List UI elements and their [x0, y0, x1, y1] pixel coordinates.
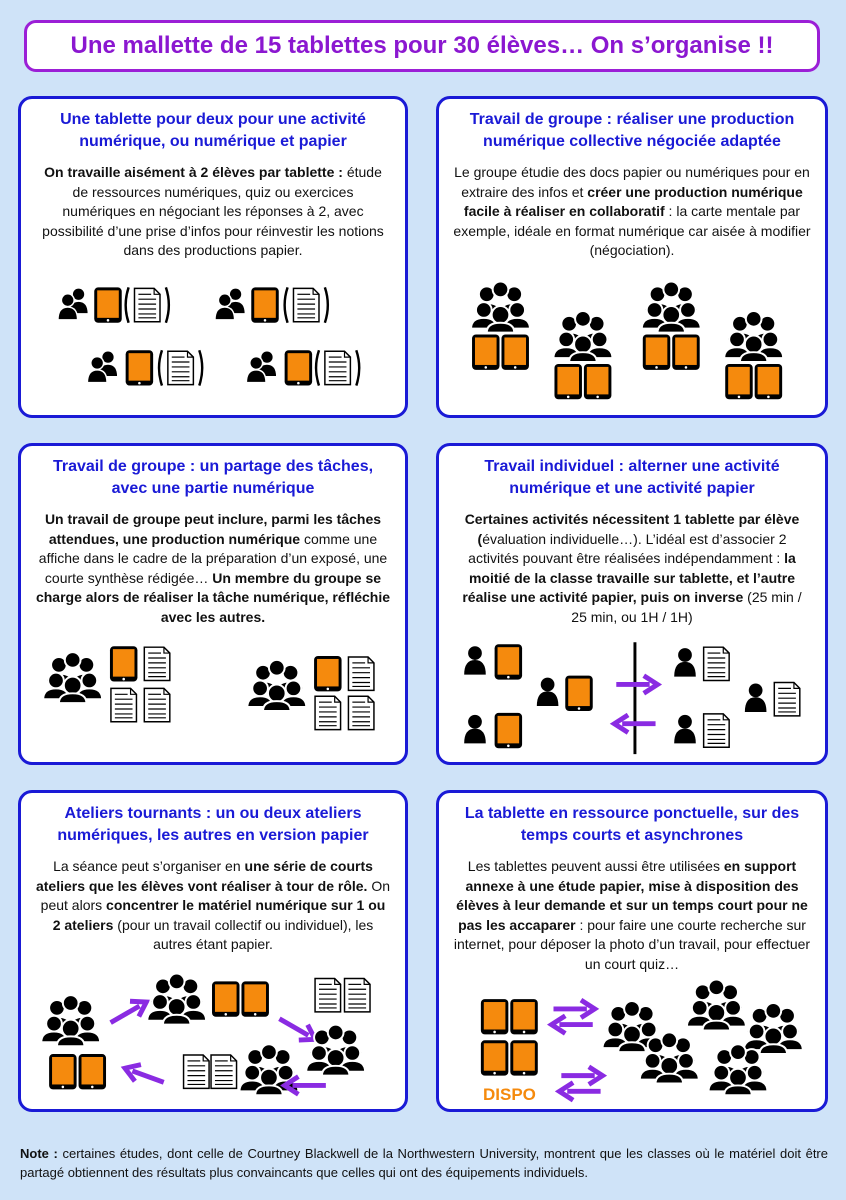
text-segment: Un travail de groupe peut inclure, parmi les tâches attendues, une production numérique [44, 511, 382, 547]
text-segment: la moitié de la classe travaille sur tablette, et l’autre réalise une activité papier, puis on inverse [462, 550, 796, 605]
arrow-icon [122, 1060, 167, 1091]
doc-icon [704, 714, 730, 747]
tablet-icon [110, 646, 137, 681]
text-segment: évaluation individuelle…). L’idéal est d’associer 2 activités pouvant être réalisées indépendamment : [468, 530, 787, 566]
text-segment: Un membre du groupe se charge alors de réaliser la tâche numérique, réfléchie avec les autres. [35, 569, 391, 625]
text-segment: (25 min / 25 min, ou 1H / 1H) [571, 589, 802, 625]
card-occasional-resource [436, 790, 828, 1112]
group-icon [603, 1001, 662, 1052]
arrow-left-icon [559, 1083, 600, 1101]
text-segment: étude de ressources numériques, quiz ou exercices numériques en négociant les réponses à 2, avec possibilité d’une prise d’infos pour réinvestir les notions dans des productions papier. [42, 164, 384, 258]
paper-doc-icon [285, 287, 328, 322]
student-icon [537, 678, 559, 706]
group-icon [553, 311, 612, 362]
text-segment: Les tablettes peuvent aussi être utilisées [467, 858, 724, 874]
student-icon [674, 715, 696, 743]
text-segment: comme une affiche dans le cadre de la préparation d’un exposé, une courte synthèse rédigée… [38, 530, 388, 586]
group-icon [306, 1025, 365, 1076]
group-icon [41, 995, 100, 1046]
text-segment: en support annexe à une étude papier, mise à disposition des élèves à leur demande et sur un temps court pour ne pas les accaparer [456, 858, 808, 933]
tablet-icon [565, 676, 592, 711]
group-icon [43, 652, 102, 703]
group-icon [147, 974, 206, 1025]
group-icon [724, 311, 783, 362]
doc-icon [144, 688, 170, 721]
arrow-icon [285, 1077, 326, 1095]
doc-icon [315, 696, 341, 729]
text-segment: Certaines activités nécessitent 1 tablette par élève ( [464, 511, 800, 547]
student-icon [745, 683, 767, 711]
pair-icon [58, 288, 88, 320]
text-segment: (pour un travail collectif ou individuel), les autres étant papier. [113, 916, 374, 952]
arrow-right-icon [616, 676, 657, 694]
card-text [453, 163, 811, 261]
card-group-production [436, 96, 828, 418]
paper-doc-icon [159, 350, 202, 385]
card-rotating-workshops [18, 790, 408, 1112]
group-icon [640, 1032, 699, 1083]
text-segment: concentrer le matériel numérique sur 1 ou 2 ateliers [52, 897, 386, 933]
text-segment: La séance peut s’organiser en [53, 858, 245, 874]
paper-doc-icon [126, 287, 169, 322]
doc-icon [774, 683, 800, 716]
student-icon [464, 646, 486, 674]
doc-icon [704, 647, 730, 680]
card-title: Travail individuel : alterner une activité numérique et une activité papier [484, 458, 780, 497]
student-icon [674, 648, 696, 676]
tablet-icon [495, 644, 522, 679]
text-segment: On peut alors [40, 877, 391, 913]
group-icon [642, 282, 701, 333]
student-icon [464, 715, 486, 743]
doc-icon [348, 657, 374, 690]
tablet-icon [495, 713, 522, 748]
pair-icon [87, 351, 117, 383]
dispo-label: DISPO [483, 1085, 536, 1104]
note-label: Note : [20, 1146, 58, 1161]
doc-icon [144, 647, 170, 680]
tablet-icon [251, 287, 278, 322]
pair-icon [246, 351, 276, 383]
arrow-icon [106, 994, 151, 1030]
footer-note [20, 1144, 828, 1182]
card-title: Ateliers tournants : un ou deux ateliers numériques, les autres en version papier [57, 805, 369, 844]
arrow-right-icon [561, 1067, 602, 1085]
title-banner [24, 20, 820, 72]
card-tablet-for-two [18, 96, 408, 418]
card-title: Travail de groupe : un partage des tâches, avec une partie numérique [52, 458, 374, 497]
text-segment: Le groupe étudie des docs papier ou numériques pour en extraire des infos et [454, 164, 810, 200]
arrow-left-icon [614, 715, 655, 733]
arrow-right-icon [553, 1000, 594, 1018]
group-icon [471, 282, 530, 333]
doc-icon [348, 696, 374, 729]
text-segment: : la carte mentale par exemple, idéale en format numérique car aisée à modifier (négociation). [453, 203, 811, 258]
doc-icon [111, 688, 137, 721]
card-text [453, 857, 811, 974]
group-icon [744, 1003, 803, 1054]
paper-doc-icon [316, 350, 359, 385]
text-segment: On travaille aisément à 2 élèves par tablette : [44, 164, 343, 180]
card-text [35, 163, 391, 261]
note-text: certaines études, dont celle de Courtney Blackwell de la Northwestern University, montrent que les classes où le matériel doit être partagé obtiennent des résultats plus convaincants que celles qui ont des équipements individuels. [20, 1146, 828, 1180]
arrow-left-icon [552, 1016, 593, 1034]
card-title: Travail de groupe : réaliser une production numérique collective négociée adaptée [469, 111, 795, 150]
group-icon [247, 660, 306, 711]
tablet-icon [94, 287, 121, 322]
tablet-icon [285, 350, 312, 385]
group-icon [687, 979, 746, 1030]
card-individual-work [436, 443, 828, 765]
card-text [453, 510, 811, 627]
card-title: Une tablette pour deux pour une activité numérique, ou numérique et papier [60, 111, 366, 150]
page-title: Une mallette de 15 tablettes pour 30 élèves… On s’organise !! [70, 32, 774, 59]
card-task-sharing [18, 443, 408, 765]
text-segment: : pour faire une courte recherche sur internet, pour déposer la photo d’un travail, pour effectuer un court quiz… [453, 916, 811, 972]
pair-icon [215, 288, 245, 320]
tablet-icon [314, 656, 341, 691]
tablet-icon [126, 350, 153, 385]
text-segment: une série de courts ateliers que les élèves vont réaliser à tour de rôle. [35, 858, 373, 894]
card-title: La tablette en ressource ponctuelle, sur des temps courts et asynchrones [464, 805, 800, 844]
card-text [35, 510, 391, 627]
card-text [35, 857, 391, 955]
group-icon [709, 1044, 768, 1095]
text-segment: créer une production numérique facile à réaliser en collaboratif [463, 183, 803, 219]
arrow-icon [275, 1011, 320, 1047]
group-icon [239, 1044, 298, 1095]
